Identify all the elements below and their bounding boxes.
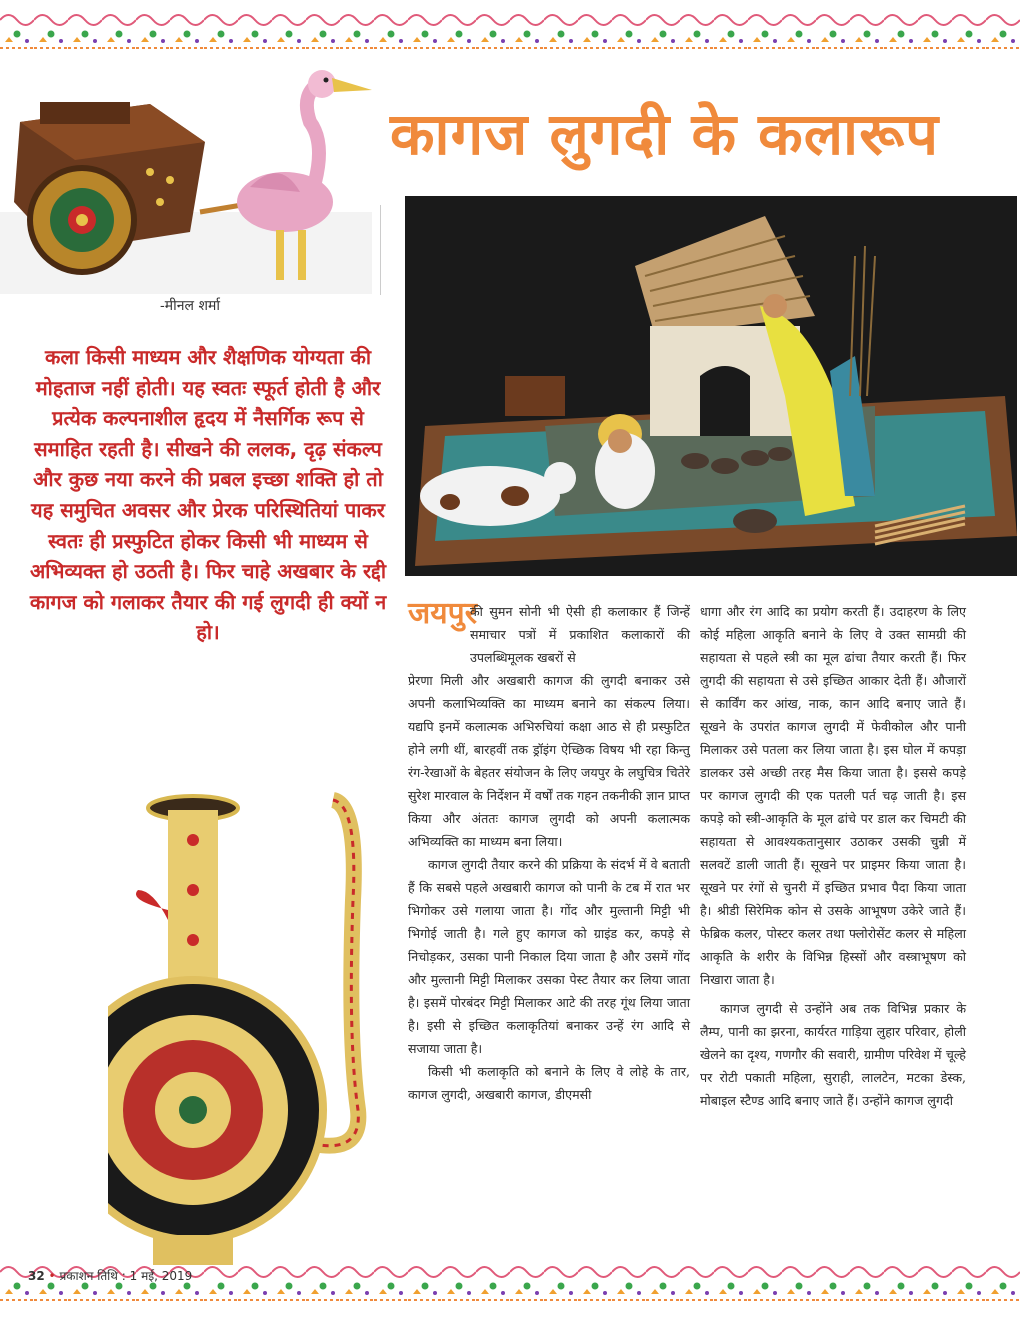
page-number: 32 xyxy=(28,1269,45,1283)
page-footer xyxy=(28,1267,192,1284)
decorative-border-top xyxy=(0,10,1020,50)
bird-cart-photo xyxy=(0,62,372,294)
article-paragraph: कागज लुगदी से उन्होंने अब तक विभिन्न प्रकार के लैम्प, पानी का झरना, कार्यरत गाड़िया लुहार परिवार, होली खेलने का दृश्य, गणगौर की सवारी, ग्रामीण परिवेश में चूल्हे पर रोटी पकाती महिला, सुराही, लालटेन, मटका डेस्क, मोबाइल स्टैण्ड आदि बनाए जाते हैं। उन्होंने कागज लुगदी xyxy=(700,1001,966,1108)
article-column-right xyxy=(700,600,966,1112)
intro-paragraph xyxy=(28,342,388,648)
photo-divider xyxy=(380,205,381,295)
ornamental-border-pattern xyxy=(0,10,1020,50)
article-paragraph: कागज लुगदी तैयार करने की प्रक्रिया के संदर्भ में वे बताती हैं कि सबसे पहले अखबारी कागज को पानी के टब में रात भर भिगोकर उसे गलाया जाता है। गोंद और मुल्तानी मिट्टी भी भिगोई जाती है। गले हुए कागज को ग्राइंड कर, कपड़े से निचोड़कर, उसका पानी निकाल दिया जाता है और उसमें गोंद और मुल्तानी मिट्टी मिलाकर उसका पेस्ट तैयार कर लिया जाता है। इसमें पोरबंदर मिट्टी मिलाकर आटे की तरह गूंथ लिया जाता है। इसी से इच्छित कलाकृतियां बनाकर उन्हें रंग आदि से सजाया जाता है। xyxy=(408,857,690,1056)
dateline: जयपुर xyxy=(408,596,477,631)
decorated-jug-photo xyxy=(108,780,398,1268)
article-column-middle xyxy=(408,669,690,1106)
footer-separator-icon: • xyxy=(48,1269,56,1283)
publication-date: प्रकाशन तिथि : 1 मई, 2019 xyxy=(59,1269,193,1283)
author-byline: -मीनल शर्मा xyxy=(160,298,220,314)
article-paragraph: धागा और रंग आदि का प्रयोग करती हैं। उदाहरण के लिए कोई महिला आकृति बनाने के लिए वे उक्त सामग्री की सहायता से पहले स्त्री का मूल ढांचा तैयार करती हैं। फिर लुगदी की सहायता से उसे इच्छित आकार देती हैं। औजारों से कार्विंग कर आंख, नाक, कान आदि बनाए जाते हैं। सूखने के उपरांत कागज लुगदी में फेवीकोल और पानी मिलाकर उसे पतला कर लिया जाता है। इस घोल में कपड़ा डालकर उसे अच्छी तरह मैस किया जाता है। इससे कपड़े पर कागज लुगदी की एक पतली पर्त चढ़ जाती है। इस कपड़े को स्त्री-आकृति के मूल ढांचे पर डाल कर चिमटी की सहायता से आवश्यकतानुसार उठाकर उसकी चुन्नी में सलवटें डाली जाती हैं। सूखने पर प्राइमर किया जाता है। सूखने पर रंगों से चुनरी में इच्छित प्रभाव पैदा किया जाता है। श्रीडी सिरेमिक कोन से उसके आभूषण उकेरे जाते हैं। फेब्रिक कलर, पोस्टर कलर तथा फ्लोरोसेंट कलर से महिला आकृति के शरीर के विभिन्न हिस्सों और वस्त्राभूषण को निखारा जाता है। xyxy=(700,604,966,987)
article-paragraph: प्रेरणा मिली और अखबारी कागज की लुगदी बनाकर उसे अपनी कलाभिव्यक्ति का माध्यम बनाने का संकल्प लिया। यद्यपि इनमें कलात्मक अभिरुचियां कक्षा आठ से ही प्रस्फुटित होने लगी थीं, बारहवीं तक ड्रॉइंग ऐच्छिक विषय भी रहा किन्तु रंग-रेखाओं के बेहतर संयोजन के लिए जयपुर के लघुचित्र चितेरे सुरेश मारवाल के निर्देशन में वर्षों तक गहन तकनीकी ज्ञान प्राप्त किया और अंततः कागज लुगदी को अपनी कलात्मक अभिव्यक्ति का माध्यम बना लिया। xyxy=(408,673,690,849)
intro-text: कला किसी माध्यम और शैक्षणिक योग्यता की मोहताज नहीं होती। यह स्वतः स्फूर्त होती है और प्रत्येक कल्पनाशील हृदय में नैसर्गिक रूप से समाहित रहती है। सीखने की ललक, दृढ़ संकल्प और कुछ नया करने की प्रबल इच्छा शक्ति हो तो यह समुचित अवसर और प्रेरक परिस्थितियां पाकर स्वतः ही प्रस्फुटित होकर किसी भी माध्यम से अभिव्यक्त हो उठती है। फिर चाहे अखबार के रद्दी कागज को गलाकर तैयार की गई लुगदी ही क्यों न हो। xyxy=(29,345,387,645)
village-diorama-photo xyxy=(405,196,1017,576)
article-title: कागज लुगदी के कलारूप xyxy=(390,100,940,168)
article-opening-text: की सुमन सोनी भी ऐसी ही कलाकार हैं जिन्हें समाचार पत्रों में प्रकाशित कलाकारों की उपलब्धिमूलक खबरों से xyxy=(470,604,690,665)
article-paragraph: किसी भी कलाकृति को बनाने के लिए वे लोहे के तार, कागज लुगदी, अखबारी कागज, डीएमसी xyxy=(408,1064,690,1102)
